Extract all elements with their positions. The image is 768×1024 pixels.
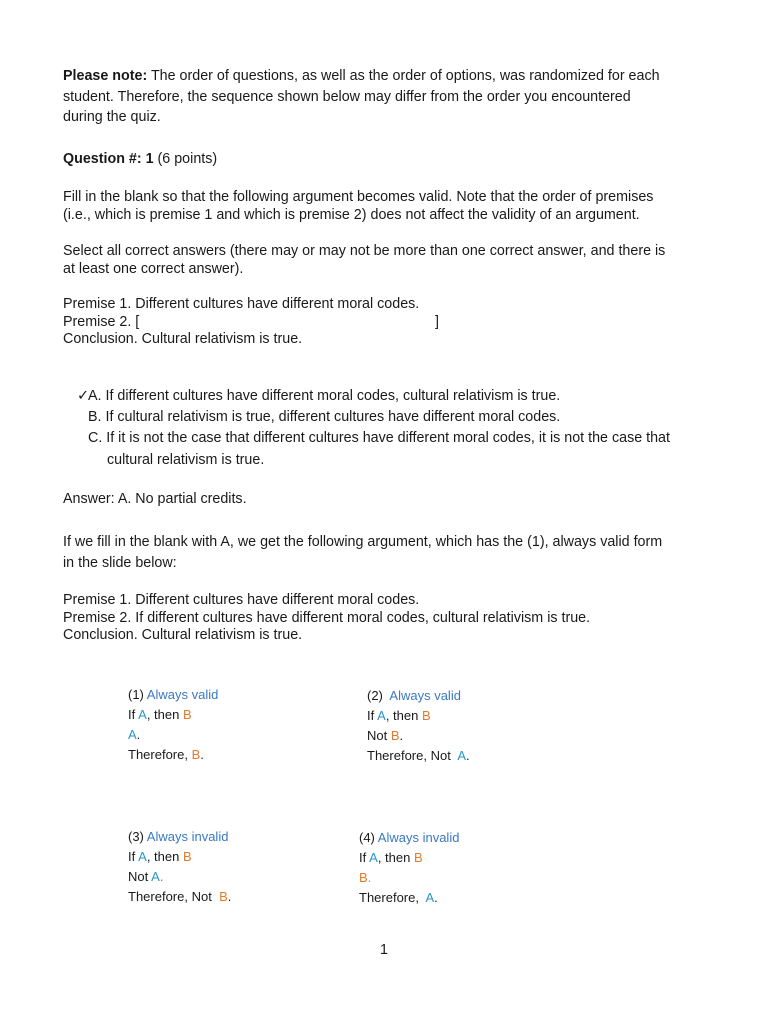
argument-form-4	[359, 828, 459, 908]
argument-form-3	[128, 827, 231, 907]
form-if: If	[128, 849, 136, 864]
form-premise-var: B	[390, 728, 400, 743]
instructions-line-4: at least one correct answer).	[63, 260, 244, 277]
form-conclusion-period: .	[466, 748, 470, 763]
form-var-b: B	[182, 707, 192, 722]
question-heading	[63, 149, 217, 169]
check-icon: ✓	[77, 388, 89, 404]
form-label: Always invalid	[377, 830, 460, 845]
form-premise-var: A	[151, 869, 160, 884]
instructions-line-1: Fill in the blank so that the following argument becomes valid. Note that the order of premises	[63, 189, 654, 205]
form-var-a: A	[138, 849, 147, 864]
form-premise-period: .	[136, 727, 141, 742]
option-c-line-2: cultural relativism is true.	[107, 452, 265, 468]
option-c	[88, 428, 670, 471]
form-then: , then	[146, 849, 180, 864]
form-conclusion-period: .	[434, 890, 438, 905]
form-not: Not	[367, 728, 388, 743]
form-conclusion-var: A	[457, 748, 467, 763]
argument-form-1	[128, 685, 218, 765]
argument-conclusion: Conclusion. Cultural relativism is true.	[63, 331, 303, 347]
form-if: If	[128, 707, 136, 722]
form-var-a: A	[377, 708, 386, 723]
form-then: , then	[385, 708, 419, 723]
explanation-line-1: If we fill in the blank with A, we get the following argument, which has the (1), always valid form	[63, 534, 663, 550]
argument-form-2	[367, 686, 470, 766]
form-premise-period: .	[159, 869, 164, 884]
form-premise-var: B	[359, 870, 368, 885]
form-therefore: Therefore,	[128, 747, 188, 762]
form-if: If	[359, 850, 367, 865]
instructions-line-2: (i.e., which is premise 1 and which is premise 2) does not affect the validity of an argument.	[63, 206, 640, 223]
form-number: (2)	[367, 688, 383, 703]
form-premise-period: .	[399, 728, 404, 743]
note-line-3: during the quiz.	[63, 109, 161, 125]
form-var-a: A	[138, 707, 147, 722]
form-number: (1)	[128, 687, 144, 702]
form-conclusion-var: B	[191, 747, 201, 762]
note-label: Please note:	[63, 68, 148, 84]
form-therefore: Therefore, Not	[367, 748, 451, 763]
page-number: 1	[380, 942, 388, 958]
form-label: Always valid	[389, 688, 461, 703]
argument-block	[63, 296, 713, 349]
form-conclusion-var: B	[219, 889, 228, 904]
instructions-line-3: Select all correct answers (there may or may not be more than one correct answer, and there is	[63, 243, 666, 259]
form-var-a: A	[369, 850, 378, 865]
note-paragraph	[63, 66, 713, 128]
form-conclusion-period: .	[200, 747, 204, 762]
option-b	[88, 407, 670, 428]
question-label: Question #: 1	[63, 151, 154, 167]
argument-premise-2	[63, 314, 713, 332]
form-then: , then	[377, 850, 411, 865]
form-number: (4)	[359, 830, 375, 845]
form-premise-period: .	[367, 870, 372, 885]
form-premise-var: A	[128, 727, 137, 742]
option-a-text: A. If different cultures have different moral codes, cultural relativism is true.	[88, 388, 561, 404]
question-points: (6 points)	[153, 151, 218, 167]
form-then: , then	[146, 707, 180, 722]
filled-premise-2: Premise 2. If different cultures have different moral codes, cultural relativism is true.	[63, 609, 591, 626]
premise-2-open: Premise 2. [	[63, 313, 140, 330]
form-var-b: B	[413, 850, 423, 865]
option-b-text: B. If cultural relativism is true, different cultures have different moral codes.	[88, 409, 561, 425]
form-not: Not	[128, 869, 149, 884]
option-c-line-1: C. If it is not the case that different cultures have different moral codes, it is not the case that	[88, 430, 670, 446]
answer-options	[77, 386, 670, 471]
form-therefore: Therefore, Not	[128, 889, 212, 904]
note-line-2: student. Therefore, the sequence shown below may differ from the order you encountered	[63, 88, 631, 105]
premise-2-close: ]	[435, 313, 439, 330]
argument-premise-1: Premise 1. Different cultures have different moral codes.	[63, 296, 420, 312]
instructions-paragraph-1	[63, 189, 713, 224]
option-a	[77, 386, 670, 407]
answer-line: Answer: A. No partial credits.	[63, 491, 247, 507]
filled-conclusion: Conclusion. Cultural relativism is true.	[63, 627, 303, 643]
form-conclusion-var: A	[425, 890, 435, 905]
form-label: Always invalid	[146, 829, 229, 844]
form-therefore: Therefore,	[359, 890, 419, 905]
explanation-line-2: in the slide below:	[63, 554, 177, 571]
explanation-paragraph	[63, 532, 713, 573]
instructions-paragraph-2	[63, 243, 713, 278]
form-conclusion-period: .	[227, 889, 232, 904]
form-number: (3)	[128, 829, 144, 844]
note-line-1: The order of questions, as well as the order of options, was randomized for each	[147, 68, 660, 84]
filled-argument-block	[63, 592, 713, 645]
form-label: Always valid	[146, 687, 219, 702]
filled-premise-1: Premise 1. Different cultures have different moral codes.	[63, 592, 420, 608]
form-if: If	[367, 708, 375, 723]
form-var-b: B	[182, 849, 192, 864]
form-var-b: B	[421, 708, 431, 723]
